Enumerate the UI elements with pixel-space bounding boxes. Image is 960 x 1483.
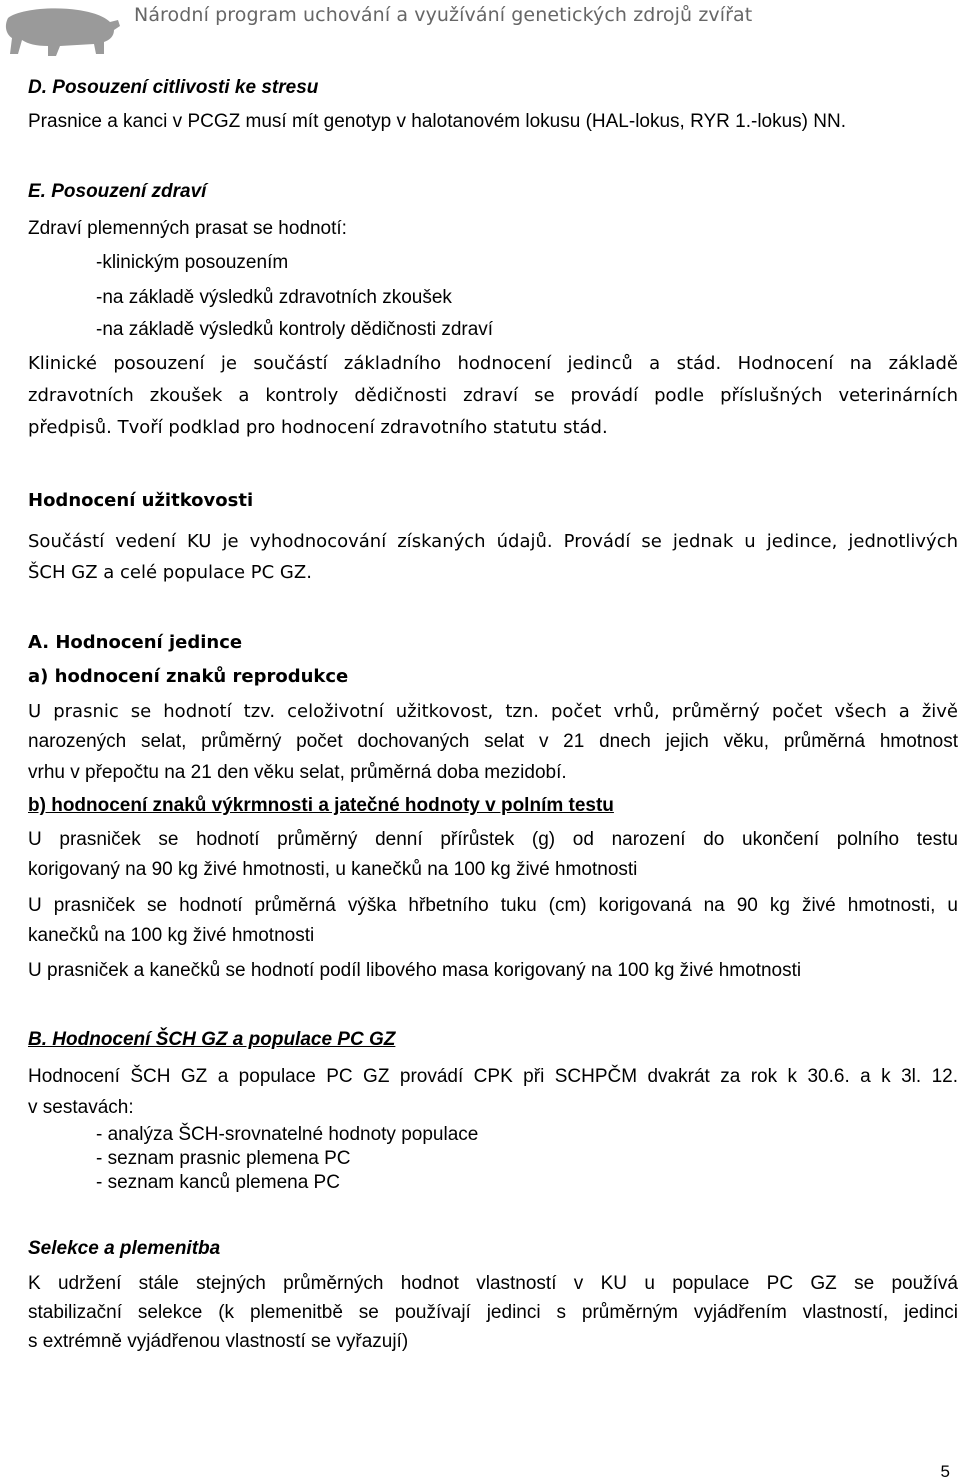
paragraph-line: kanečků na 100 kg živé hmotnosti <box>28 925 315 946</box>
paragraph-line: U prasniček a kanečků se hodnotí podíl libového masa korigovaný na 100 kg živé hmotnosti <box>28 960 802 981</box>
paragraph-line: K udržení stále stejných průměrných hodnot vlastností v KU u populace PC GZ se používá <box>28 1273 958 1294</box>
section-a-subheading: a) hodnocení znaků reprodukce <box>28 666 349 687</box>
paragraph-line: Klinické posouzení je součástí základního hodnocení jedinců a stád. Hodnocení na základě <box>28 353 958 374</box>
list-item: -na základě výsledků zdravotních zkoušek <box>96 287 452 308</box>
section-a-heading: A. Hodnocení jedince <box>28 632 243 653</box>
list-item: - seznam kanců plemena PC <box>96 1172 340 1193</box>
section-sel-heading: Selekce a plemenitba <box>28 1238 221 1259</box>
paragraph-line: korigovaný na 90 kg živé hmotnosti, u kanečků na 100 kg živé hmotnosti <box>28 859 638 880</box>
paragraph-line: zdravotních zkoušek a kontroly dědičnosti zdraví se provádí podle příslušných veterinárních <box>28 385 958 406</box>
list-item: - analýza ŠCH-srovnatelné hodnoty populace <box>96 1124 479 1145</box>
page-number: 5 <box>940 1462 950 1481</box>
paragraph-line: v sestavách: <box>28 1097 134 1118</box>
section-e-intro: Zdraví plemenných prasat se hodnotí: <box>28 218 347 239</box>
section-bh-heading: B. Hodnocení ŠCH GZ a populace PC GZ <box>28 1029 396 1050</box>
section-hu-heading: Hodnocení užitkovosti <box>28 490 254 511</box>
section-d-heading: D. Posouzení citlivosti ke stresu <box>28 77 319 98</box>
paragraph-line: ŠCH GZ a celé populace PC GZ. <box>28 562 312 583</box>
section-d-text: Prasnice a kanci v PCGZ musí mít genotyp v halotanovém lokusu (HAL-lokus, RYR 1.-lokus) NN. <box>28 111 847 132</box>
list-item: -klinickým posouzením <box>96 252 289 273</box>
paragraph-line: s extrémně vyjádřenou vlastností se vyřazují) <box>28 1331 409 1352</box>
paragraph-line: předpisů. Tvoří podklad pro hodnocení zdravotního statutu stád. <box>28 417 608 438</box>
paragraph-line: Součástí vedení KU je vyhodnocování získaných údajů. Provádí se jednak u jedince, jednotlivých <box>28 531 958 552</box>
paragraph-line: U prasniček se hodnotí průměrná výška hřbetního tuku (cm) korigovaná na 90 kg živé hmotnosti, u <box>28 895 958 916</box>
paragraph-line: U prasniček se hodnotí průměrný denní přírůstek (g) od narození do ukončení polního testu <box>28 829 958 850</box>
list-item: - seznam prasnic plemena PC <box>96 1148 351 1169</box>
pig-silhouette-icon <box>0 0 124 60</box>
list-item: -na základě výsledků kontroly dědičnosti zdraví <box>96 319 494 340</box>
section-b-subheading: b) hodnocení znaků výkrmnosti a jatečné hodnoty v polním testu <box>28 795 614 816</box>
paragraph-line: stabilizační selekce (k plemenitbě se používají jedinci s průměrným vyjádřením vlastností, jedinci <box>28 1302 958 1323</box>
header-title: Národní program uchování a využívání genetických zdrojů zvířat <box>134 4 753 26</box>
paragraph-line: vrhu v přepočtu na 21 den věku selat, průměrná doba mezidobí. <box>28 762 567 783</box>
section-e-heading: E. Posouzení zdraví <box>28 181 207 202</box>
paragraph-line: U prasnic se hodnotí tzv. celoživotní užitkovost, tzn. počet vrhů, průměrný počet všech a živě <box>28 701 958 722</box>
paragraph-line: Hodnocení ŠCH GZ a populace PC GZ provádí CPK při SCHPČM dvakrát za rok k 30.6. a k 3l. 12. <box>28 1066 958 1087</box>
paragraph-line: narozených selat, průměrný počet dochovaných selat v 21 dnech jejich věku, průměrná hmotnost <box>28 731 958 752</box>
